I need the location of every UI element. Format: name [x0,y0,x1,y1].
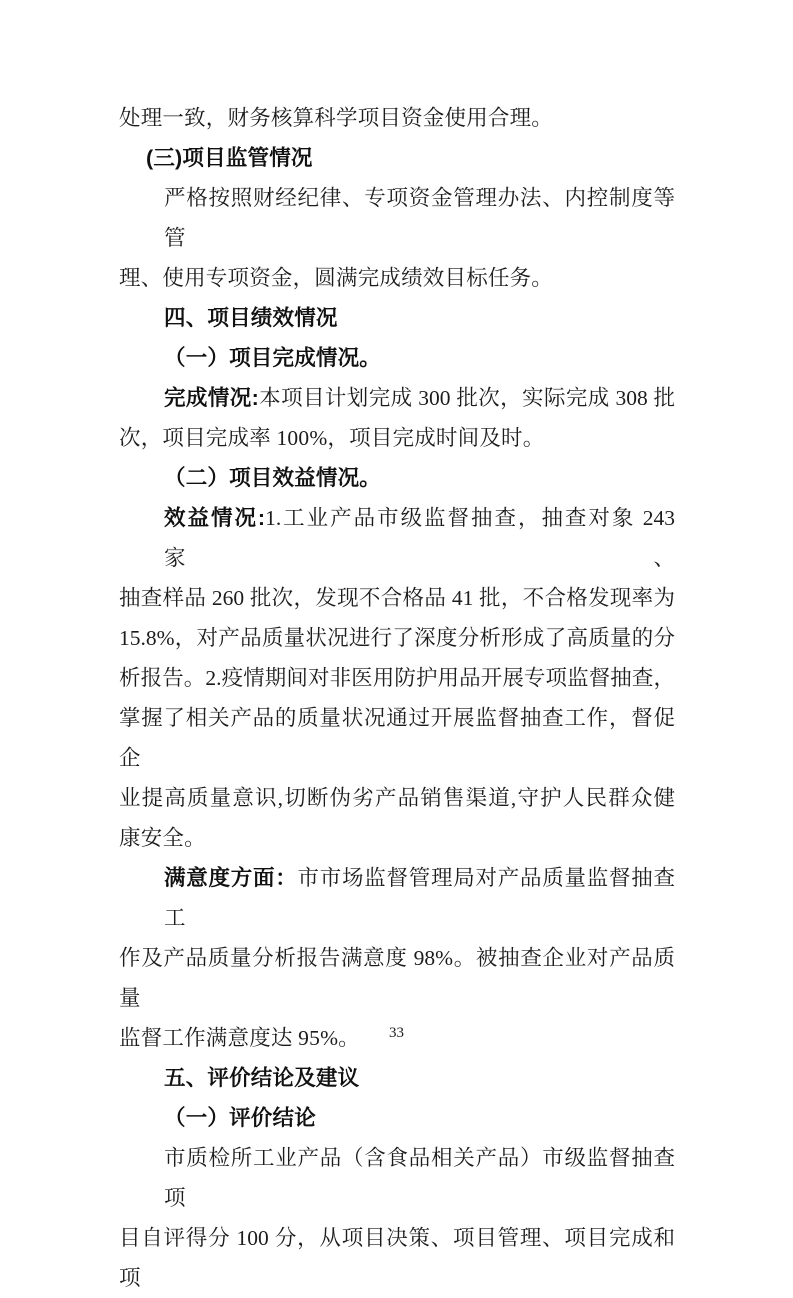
text-line [119,98,675,138]
text-line [119,658,675,698]
line-text: (三)项目监管情况 [146,146,313,170]
bold-lead-in: 满意度方面： [164,866,298,890]
text-line [119,418,675,458]
line-text: （一）评价结论 [164,1106,316,1130]
line-text: 抽查样品 260 批次，发现不合格品 41 批，不合格发现率为 [119,586,675,610]
text-line [119,618,675,658]
line-text: 严格按照财经纪律、专项资金管理办法、内控制度等管 [164,186,675,250]
line-text: 四、项目绩效情况 [164,306,338,330]
text-line [119,858,675,938]
line-text: 康安全。 [119,826,206,850]
line-text: 市质检所工业产品（含食品相关产品）市级监督抽查项 [164,1146,675,1210]
line-text: 1.工业产品市级监督抽查，抽查对象 243 家、 [164,506,675,570]
line-text: 五、评价结论及建议 [164,1066,360,1090]
text-line [119,498,675,578]
text-line [119,258,675,298]
text-line [119,778,675,818]
text-line [119,1138,675,1218]
text-line [119,378,675,418]
document-body [119,98,675,1298]
line-text: （一）项目完成情况。 [164,346,382,370]
line-text: 作及产品质量分析报告满意度 98%。被抽查企业对产品质量 [119,946,675,1010]
bold-lead-in: 完成情况: [164,386,259,410]
line-text: 市市场监督管理局对产品质量监督抽查工 [164,866,675,930]
heading-line [119,1058,675,1098]
line-text: 监督工作满意度达 95%。 [119,1026,360,1050]
line-text: 次，项目完成率 100%，项目完成时间及时。 [119,426,545,450]
line-text: 15.8%，对产品质量状况进行了深度分析形成了高质量的分 [119,626,675,650]
line-text: 本项目计划完成 300 批次，实际完成 308 批 [258,386,675,410]
text-line [119,1218,675,1298]
heading-line [119,138,675,178]
text-line [119,698,675,778]
bold-lead-in: 效益情况: [164,506,266,530]
heading-line [119,298,675,338]
line-text: 理、使用专项资金，圆满完成绩效目标任务。 [119,266,554,290]
line-text: 目自评得分 100 分，从项目决策、项目管理、项目完成和项 [119,1226,675,1290]
text-line [119,178,675,258]
line-text: 掌握了相关产品的质量状况通过开展监督抽查工作，督促企 [119,706,675,770]
heading-line [119,458,675,498]
line-text: 析报告。2.疫情期间对非医用防护用品开展专项监督抽查， [119,666,675,690]
line-text: （二）项目效益情况。 [164,466,382,490]
text-line [119,578,675,618]
heading-line [119,338,675,378]
line-text: 业提高质量意识,切断伪劣产品销售渠道,守护人民群众健 [119,786,675,810]
text-line [119,818,675,858]
page-number: 33 [389,1025,404,1041]
line-text: 处理一致，财务核算科学项目资金使用合理。 [119,106,554,130]
heading-line [119,1098,675,1138]
text-line [119,938,675,1018]
